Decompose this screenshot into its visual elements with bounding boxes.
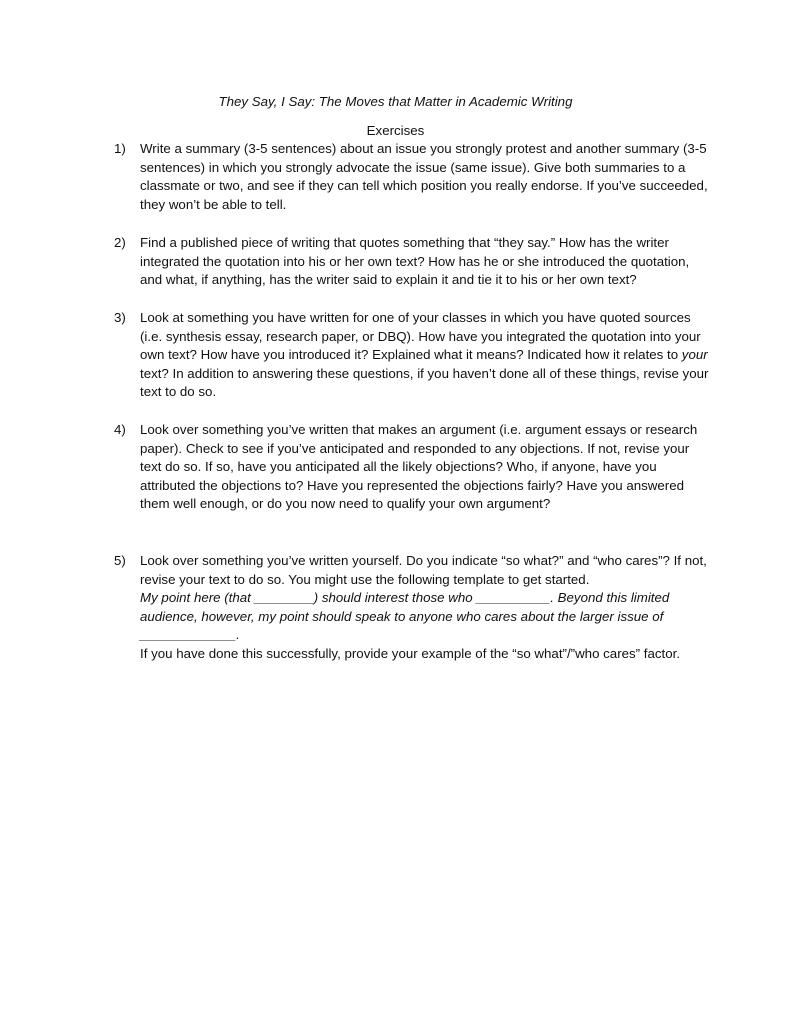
exercise-number: 2): [114, 235, 126, 250]
exercise-text: Look over something you’ve written that makes an argument (i.e. argument essays or research paper). Check to see if you’ve anticipated and responded to any objections. If not, revise your text do so. If so, have you anticipated all the likely objections? Who, if anyone, have you attributed the objections to? Have you represented the objections fairly? Have you answered them well enough, or do you now need to qualify your own argument?: [140, 422, 698, 512]
exercise-item: [114, 140, 714, 214]
exercise-number: 5): [114, 553, 126, 568]
exercise-text-part: Look at something you have written for one of your classes in which you have quoted sources (i.e. synthesis essay, research paper, or DBQ). How have you integrated the quotation into your own text? How have you introduced it? Explained what it means? Indicated how it relates to: [140, 310, 701, 363]
exercise-text: Look over something you’ve written yourself. Do you indicate “so what?” and “who cares”? If not, revise your text to do so. You might use the following template to get started.: [140, 553, 707, 587]
document-title: They Say, I Say: The Moves that Matter in Academic Writing: [218, 94, 573, 109]
exercise-text-part: text? In addition to answering these questions, if you haven’t done all of these things, revise your text to do so.: [140, 365, 709, 400]
exercise-number: 4): [114, 422, 126, 437]
exercise-item: [114, 234, 714, 290]
exercise-text-emphasis: your: [681, 347, 708, 363]
exercise-text: Find a published piece of writing that quotes something that “they say.” How has the writer integrated the quotation into his or her own text? How has he or she introduced the quotation, and what, if anything, has the writer said to explain it and tie it to his or her own text?: [140, 235, 690, 288]
exercise-item: [114, 552, 714, 664]
template-sentence: My point here (that ________) should interest those who __________. Beyond this limited audience, however, my point should speak to anyone who cares about the larger issue of: [140, 590, 670, 624]
exercise-text: Write a summary (3-5 sentences) about an issue you strongly protest and another summary (3-5 sentences) in which you strongly advocate the issue (same issue). Give both summaries to a classmate or two, and see if they can tell which position you really endorse. If you’ve succeeded, they won’t be able to tell.: [140, 141, 708, 212]
exercise-item: [114, 309, 714, 402]
template-blank: _____________.: [140, 627, 240, 643]
exercise-followup: If you have done this successfully, provide your example of the “so what”/”who cares” factor.: [140, 645, 681, 661]
exercise-text: [140, 309, 710, 402]
exercise-item: [114, 421, 714, 514]
exercise-number: 1): [114, 141, 126, 156]
exercise-number: 3): [114, 310, 126, 325]
section-heading: Exercises: [366, 123, 425, 138]
